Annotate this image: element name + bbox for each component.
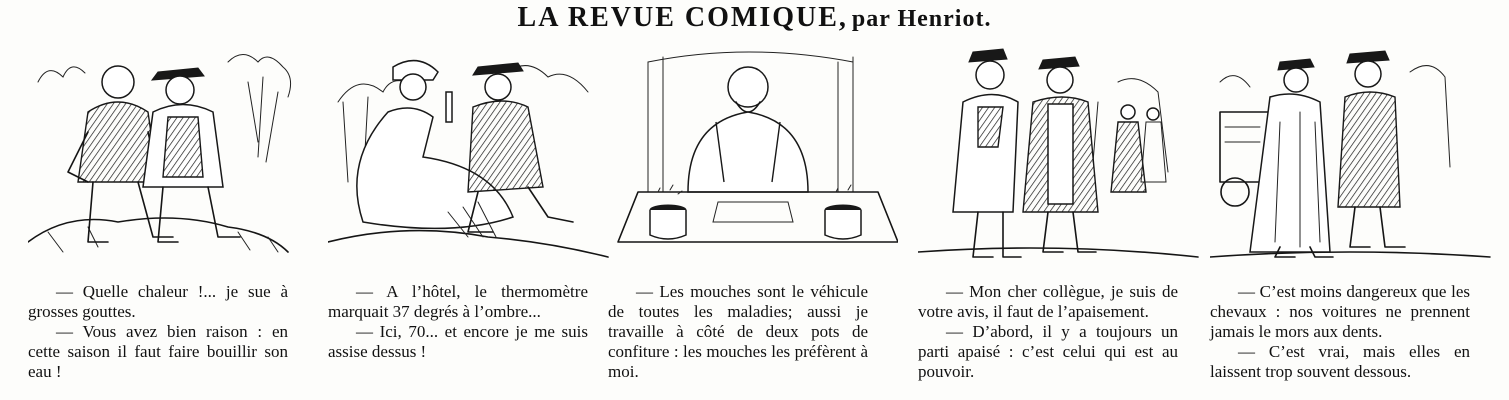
caption-3 [608,282,868,382]
chauffeur-and-gentleman-icon [1210,42,1500,272]
caption-2 [328,282,588,362]
caption-line: — C’est moins dangereux que les chevaux : nos voitures ne prennent jamais le mors aux dents. [1210,282,1470,341]
caption-line: — C’est vrai, mais elles en laissent trop souvent dessous. [1210,342,1470,381]
comic-panel-5 [1210,42,1500,398]
woman-and-man-sitting-icon [328,42,618,272]
comic-panel-2 [328,42,618,398]
caption-line: — D’abord, il y a toujours un parti apaisé : c’est celui qui est au pouvoir. [918,322,1178,381]
caption-line: — Les mouches sont le véhicule de toutes les maladies; aussi je travaille à côté de deux pots de confiture : les mouches les préfèrent à moi. [608,282,868,381]
caption-1 [28,282,288,382]
caption-line: — Mon cher collègue, je suis de votre avis, il faut de l’apaisement. [918,282,1178,321]
title-main: LA REVUE COMIQUE, [517,2,848,33]
page-title [0,0,1509,40]
caption-line: — A l’hôtel, le thermomètre marquait 37 degrés à l’ombre... [328,282,588,321]
comic-panel-1 [28,42,318,398]
caption-line: — Quelle chaleur !... je sue à grosses gouttes. [28,282,288,321]
caption-line: — Ici, 70... et encore je me suis assise dessus ! [328,322,588,361]
caption-4 [918,282,1178,382]
two-politicians-talking-icon [918,42,1208,272]
caption-5 [1210,282,1470,382]
title-byline: par Henriot. [851,6,992,32]
comic-panel-4 [918,42,1208,398]
man-at-desk-with-jam-pots-icon [608,42,898,272]
two-men-sitting-icon [28,42,318,272]
caption-line: — Vous avez bien raison : en cette saison il faut faire bouillir son eau ! [28,322,288,381]
comic-panel-3 [608,42,898,398]
